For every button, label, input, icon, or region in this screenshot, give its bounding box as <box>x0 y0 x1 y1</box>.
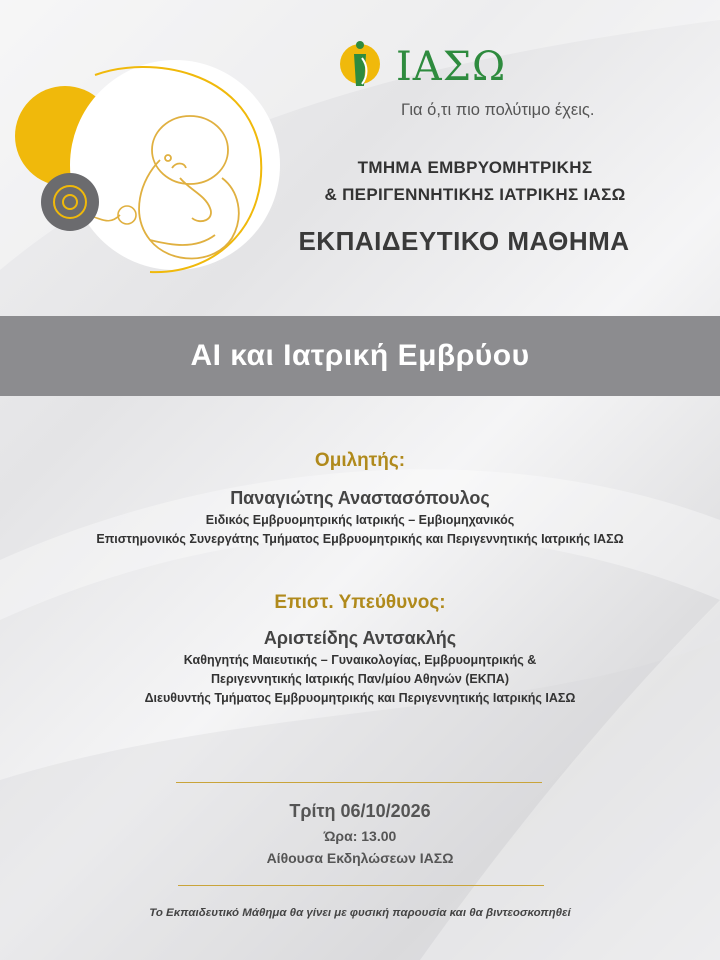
divider-bottom <box>178 885 544 886</box>
footer-note: Το Εκπαιδευτικό Μάθημα θα γίνει με φυσική παρουσία και θα βιντεοσκοπηθεί <box>149 907 571 919</box>
fetus-emblem <box>0 50 300 310</box>
speaker-section <box>0 450 720 549</box>
event-venue: Αίθουσα Εκδηλώσεων ΙΑΣΩ <box>266 850 454 866</box>
supervisor-title-3: Διευθυντής Τμήματος Εμβρυομητρικής και Περιγεννητικής Ιατρικής ΙΑΣΩ <box>144 691 576 705</box>
supervisor-role: Επιστ. Υπεύθυνος: <box>274 592 446 613</box>
speaker-name: Παναγιώτης Αναστασόπουλος <box>230 488 490 508</box>
divider-top <box>176 782 542 783</box>
speaker-title-2: Επιστημονικός Συνεργάτης Τμήματος Εμβρυομητρικής και Περιγεννητικής Ιατρικής ΙΑΣΩ <box>96 532 624 546</box>
tagline: Για ό,τι πιο πολύτιμο έχεις. <box>401 101 595 119</box>
event-date: Τρίτη 06/10/2026 <box>289 801 431 821</box>
supervisor-title-2: Περιγεννητικής Ιατρικής Παν/μίου Αθηνών (ΕΚΠΑ) <box>210 672 510 686</box>
department-title <box>265 154 685 208</box>
supervisor-name: Αριστείδης Αντσακλής <box>263 628 457 648</box>
lecture-title: AI και Ιατρική Εμβρύου <box>190 339 530 372</box>
department-line-2: & ΠΕΡΙΓΕΝΝΗΤΙΚΗΣ ΙΑΤΡΙΚΗΣ ΙΑΣΩ <box>324 185 626 204</box>
supervisor-section <box>0 592 720 708</box>
speaker-role: Ομιλητής: <box>314 450 406 471</box>
title-band <box>0 316 720 396</box>
event-time: Ώρα: 13.00 <box>323 828 397 844</box>
speaker-title-1: Ειδικός Εμβρυομητρικής Ιατρικής – Εμβιομηχανικός <box>205 513 515 527</box>
event-details <box>0 801 720 866</box>
course-type: ΕΚΠΑΙΔΕΥΤΙΚΟ ΜΑΘΗΜΑ <box>298 226 630 256</box>
department-line-1: ΤΜΗΜΑ ΕΜΒΡΥΟΜΗΤΡΙΚΗΣ <box>357 158 593 177</box>
logo-text: ΙΑΣΩ <box>396 44 507 90</box>
supervisor-title-1: Καθηγητής Μαιευτικής – Γυναικολογίας, Εμβρυομητρικής & <box>183 653 537 667</box>
